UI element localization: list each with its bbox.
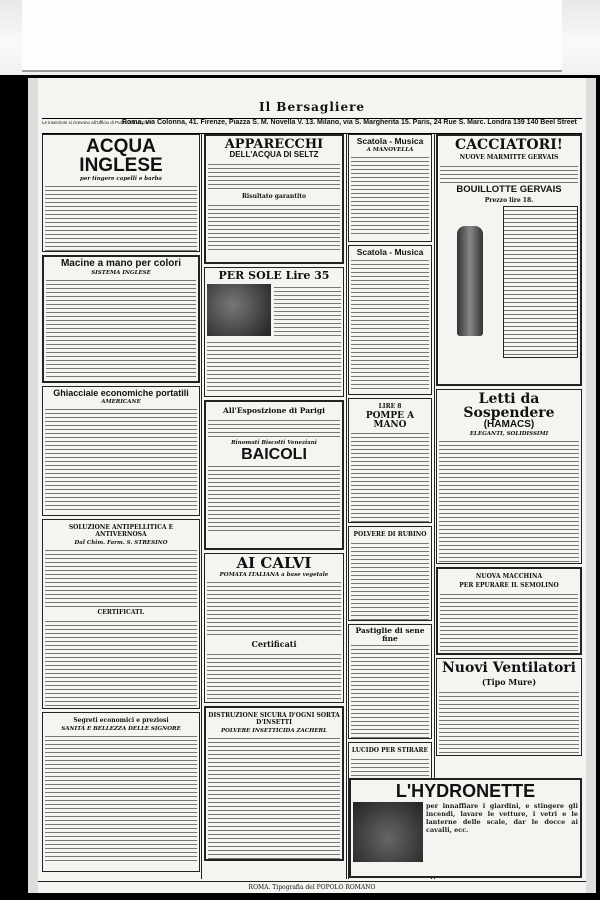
ad-ghiacciaie	[42, 386, 200, 516]
certificati-text	[45, 618, 197, 709]
ad-subtitle: Rinomati Biscotti Veneziani	[231, 440, 317, 446]
ad-body-text-2	[207, 339, 341, 394]
ad-apparecchi	[204, 134, 344, 264]
ad-brand: BOUILLOTTE GERVAIS	[456, 184, 562, 195]
ad-subtitle: per tingere capelli e barba	[79, 176, 162, 182]
column-2	[204, 134, 344, 879]
ad-title: NUOVA MACCHINA	[475, 573, 543, 580]
ad-title: APPARECCHI	[224, 137, 324, 152]
ad-title: ACQUA INGLESE	[79, 136, 163, 176]
column-4	[436, 134, 582, 879]
ad-ventilatori	[436, 658, 582, 756]
page-edge-left	[28, 78, 38, 893]
address-notice: Le inserzioni si ricevono all'Ufficio di Pubbl. OBLIEGHT	[42, 119, 152, 125]
ad-soluzione	[42, 519, 200, 709]
ad-body-text	[45, 733, 197, 863]
ad-acqua-inglese	[42, 134, 200, 252]
ad-pastiglie	[348, 624, 432, 739]
sewing-machine-illustration	[207, 284, 271, 336]
ad-note: ELEGANTI, SOLIDISSIMI	[469, 431, 549, 437]
ad-esposizione	[204, 400, 344, 550]
ad-subtitle: AMERICANE	[101, 399, 141, 405]
column-1	[42, 134, 200, 879]
ad-subtitle: POMATA ITALIANA a base vegetale	[219, 572, 329, 578]
ad-brand: BAICOLI	[241, 446, 307, 463]
ad-title: Letti da Sospendere	[463, 391, 555, 421]
ad-letti	[436, 389, 582, 564]
ad-price-list	[208, 202, 340, 252]
ad-macchina-semolino	[436, 567, 582, 655]
column-rule	[201, 134, 202, 879]
ad-subtitle: A MANOVELLA	[366, 146, 414, 153]
footer-imprint: ROMA. Tipografia del POPOLO ROMANO	[38, 881, 586, 891]
ad-title: Scatola - Musica	[356, 247, 424, 257]
ad-scatola-musica-1	[348, 134, 432, 242]
column-rule	[346, 134, 347, 879]
ad-title: POLVERE DI RUBINO	[353, 531, 427, 538]
address-bar	[42, 118, 582, 134]
ad-note: Risultato garantito	[241, 193, 307, 200]
ad-distruzione	[204, 706, 344, 861]
ad-title: AI CALVI	[236, 554, 312, 572]
ad-subtitle: POLVERE INSETTICIDA ZACHERL	[221, 728, 327, 734]
ad-title: DISTRUZIONE SICURA D'OGNI SORTA D'INSETTI	[208, 712, 340, 726]
ad-title: PER SOLE Lire 35	[218, 269, 330, 282]
ad-scatola-musica-2	[348, 245, 432, 395]
ad-title: Segreti economici e preziosi	[73, 717, 169, 724]
ad-title: Nuovi Ventilatori	[442, 660, 576, 676]
ad-body-text	[45, 183, 197, 252]
ad-title: SOLUZIONE ANTIPELLITICA E ANTIVERNOSA	[68, 524, 174, 538]
ad-sanita	[42, 712, 200, 872]
ad-body-text: per innaffiare i giardini, e stingere gli incendi, lavare le vetture, i vetri e le lanterne delle scale, dar le docce ai cavalli, ecc.	[426, 802, 578, 834]
ad-body-text	[45, 547, 197, 607]
ad-title: Pastiglie di sene fine	[355, 626, 425, 643]
ad-title: CACCIATORI!	[455, 137, 563, 153]
ad-note: Certificati	[251, 639, 297, 649]
ad-body-text	[274, 284, 341, 336]
ad-title: All'Esposizione di Parigi	[223, 406, 325, 415]
ad-title: Ghiacciaie economiche portatili	[53, 388, 189, 398]
ad-cacciatori	[436, 134, 582, 386]
masthead: Il Bersagliere	[258, 100, 366, 114]
address-offices: Roma, via Colonna, 41. Firenze, Piazza S. M. Novella V. 13. Milano, via S. Margherita 15. Paris, 24 Rue S. Marc. Londra 139 140 Beel Street	[121, 119, 577, 126]
ad-price: LIRE 8	[378, 403, 402, 410]
ad-subtitle: (HAMACS)	[483, 419, 535, 430]
page-edge-right	[586, 78, 596, 893]
newspaper-page	[38, 78, 586, 893]
ad-title: Scatola - Musica	[356, 136, 424, 146]
ad-subtitle: SANITÀ E BELLEZZA DELLE SIGNORE	[61, 726, 181, 732]
ad-subtitle: PER EPURARE IL SEMOLINO	[459, 582, 559, 589]
ad-title: POMPE A MANO	[365, 411, 415, 430]
ad-body-text	[45, 406, 197, 511]
ad-subtitle: DELL'ACQUA DI SELTZ	[229, 150, 319, 159]
scan-binding-strip	[22, 0, 562, 72]
ad-subtitle: SISTEMA INGLESE	[91, 270, 151, 276]
ad-subtitle: NUOVE MARMITTE GERVAIS	[459, 154, 559, 161]
ad-per-sole	[204, 267, 344, 397]
column-3	[348, 134, 432, 879]
ad-title: L'HYDRONETTE	[395, 781, 536, 801]
gardener-illustration	[353, 802, 423, 862]
column-rule	[434, 134, 435, 879]
ad-pompe	[348, 398, 432, 523]
ad-subtitle: (Tipo Mure)	[481, 677, 537, 687]
ad-subtitle: Dal Chim. Farm. S. STRESINO	[74, 540, 168, 546]
certificati-heading: CERTIFICATI.	[97, 609, 145, 616]
ad-macine	[42, 255, 200, 383]
bouillotte-illustration	[457, 226, 483, 336]
ad-price: Prezzo lire 18.	[484, 196, 534, 204]
ad-body-text	[46, 277, 196, 377]
ad-title: Macine a mano per colori	[60, 258, 182, 269]
ad-body-text	[208, 161, 340, 191]
ad-hydronette	[349, 778, 582, 878]
ad-title: LUCIDO PER STIRARE	[351, 747, 429, 754]
ad-ai-calvi	[204, 553, 344, 703]
ad-body-text	[208, 735, 340, 860]
ad-body-text	[208, 463, 340, 533]
ad-polvere-rubino	[348, 526, 432, 621]
